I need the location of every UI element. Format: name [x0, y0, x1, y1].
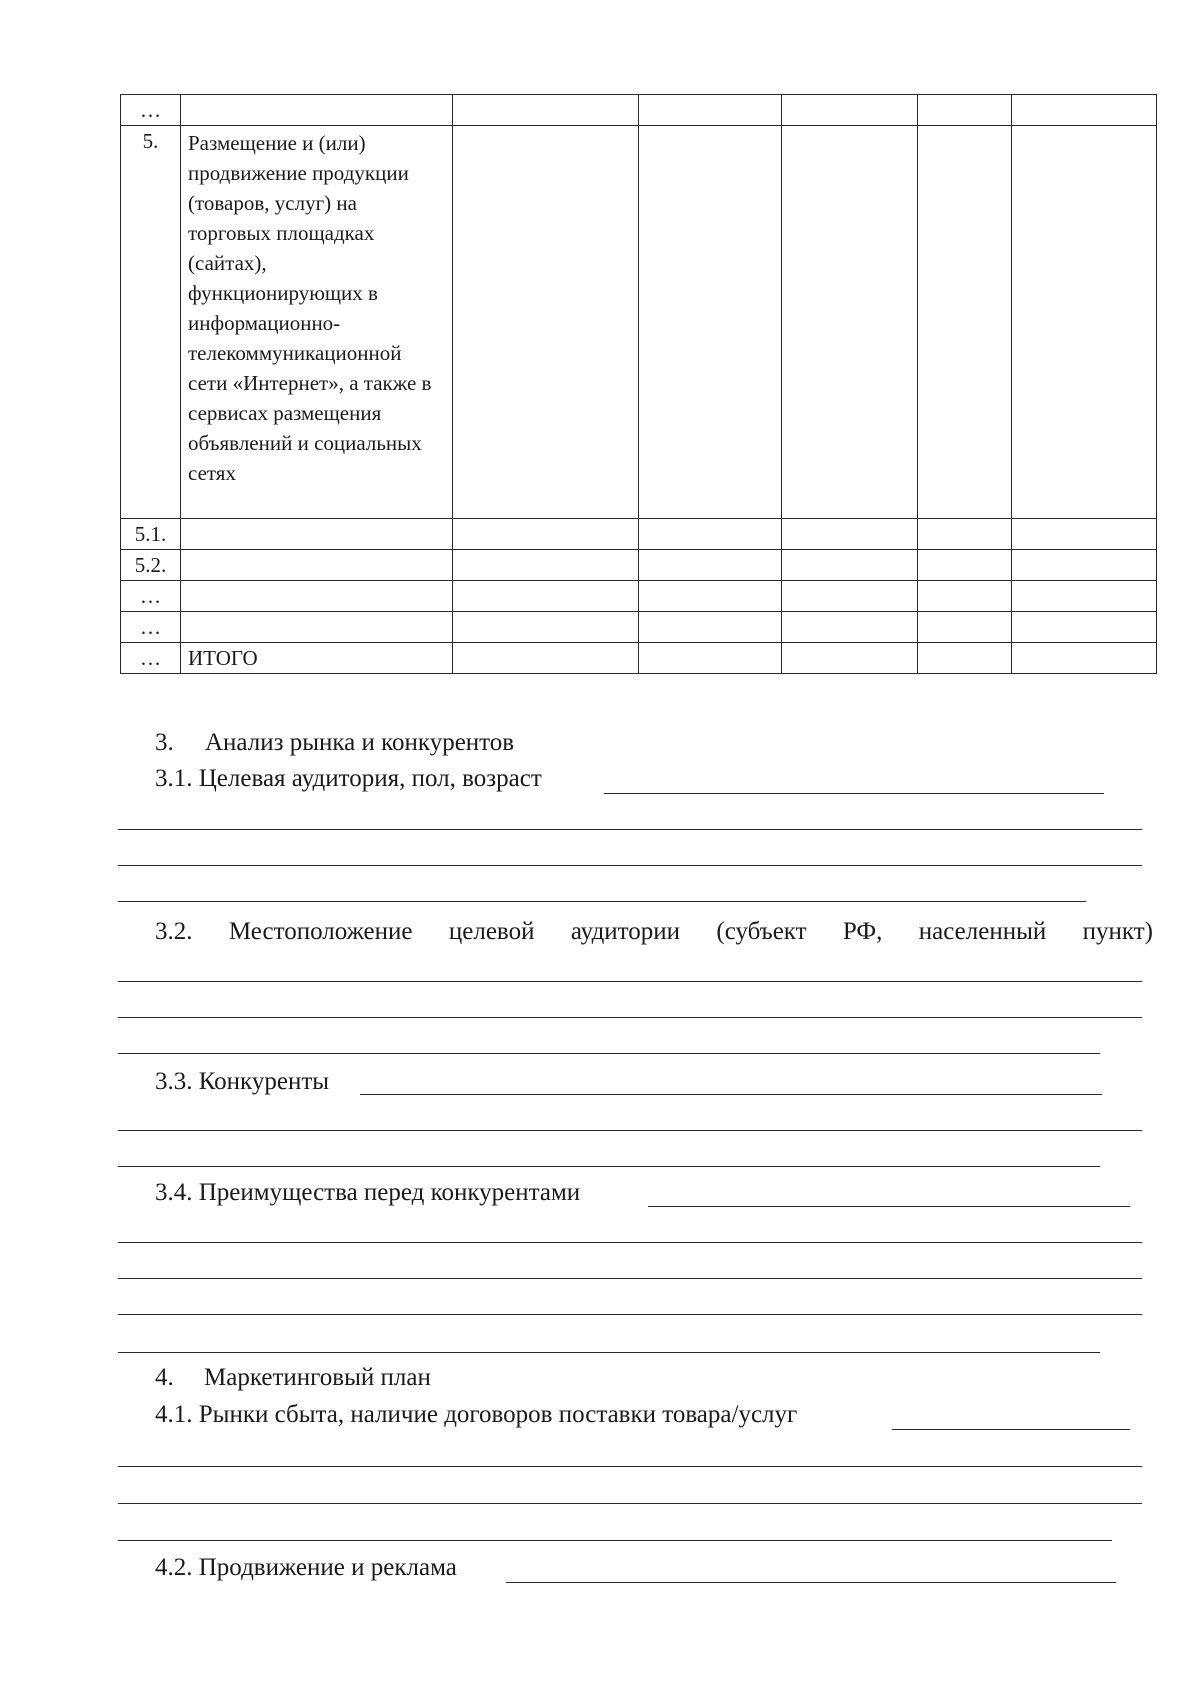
table-cell [639, 550, 782, 581]
answer-line[interactable] [118, 1466, 1142, 1467]
table-cell [782, 126, 918, 519]
question-4-1-label: 4.1. Рынки сбыта, наличие договоров поставки товара/услуг [155, 1401, 798, 1428]
table-cell [1012, 95, 1157, 126]
answer-line[interactable] [118, 1166, 1100, 1167]
question-4-2-label: 4.2. Продвижение и реклама [155, 1554, 457, 1581]
table-cell [918, 581, 1012, 612]
answer-line[interactable] [118, 1053, 1100, 1054]
answer-line[interactable] [360, 1094, 1102, 1095]
row-text: Размещение и (или) продвижение продукции (товаров, услуг) на торговых площадках (сайтах), функционирующих в информационно-телекоммуникационной сети «Интернет», а также в сервисах размещения объявлений и социальных сетях [181, 126, 453, 519]
table-cell [453, 519, 639, 550]
row-number: 5.2. [121, 550, 181, 581]
row-number: 5.1. [121, 519, 181, 550]
table-cell [453, 550, 639, 581]
question-3-1-label: 3.1. Целевая аудитория, пол, возраст [155, 765, 542, 792]
table-cell [782, 581, 918, 612]
answer-line[interactable] [118, 1352, 1100, 1353]
table-cell [639, 126, 782, 519]
answer-line[interactable] [118, 981, 1142, 982]
table-row [121, 581, 1157, 612]
table-cell [639, 519, 782, 550]
table-cell [918, 95, 1012, 126]
table-row [121, 126, 1157, 519]
answer-line[interactable] [118, 1278, 1142, 1279]
table-cell [1012, 126, 1157, 519]
answer-line[interactable] [118, 829, 1142, 830]
table-cell [1012, 612, 1157, 643]
question-3-2-label [155, 917, 1153, 947]
row-text [181, 95, 453, 126]
answer-line[interactable] [892, 1429, 1130, 1430]
table-cell [918, 550, 1012, 581]
table-cell [639, 643, 782, 674]
row-number: 5. [121, 126, 181, 519]
table-cell [918, 126, 1012, 519]
answer-line[interactable] [118, 1017, 1142, 1018]
table-cell [453, 612, 639, 643]
row-text [181, 612, 453, 643]
section-4-title: Маркетинговый план [204, 1364, 431, 1391]
answer-line[interactable] [118, 1130, 1142, 1131]
table-row [121, 612, 1157, 643]
question-3-4-label: 3.4. Преимущества перед конкурентами [155, 1179, 581, 1206]
table-cell [1012, 550, 1157, 581]
table-cell [1012, 519, 1157, 550]
table-row [121, 519, 1157, 550]
answer-line[interactable] [118, 1242, 1142, 1243]
table-cell [782, 612, 918, 643]
table-row [121, 643, 1157, 674]
question-3-3-label: 3.3. Конкуренты [155, 1068, 330, 1095]
row-text [181, 519, 453, 550]
table-cell [782, 643, 918, 674]
answer-line[interactable] [118, 901, 1086, 902]
table-row [121, 550, 1157, 581]
table-cell [639, 612, 782, 643]
row-number: … [121, 612, 181, 643]
budget-table [120, 94, 1157, 674]
table-cell [1012, 643, 1157, 674]
table-cell [453, 581, 639, 612]
table-cell [782, 95, 918, 126]
answer-line[interactable] [604, 793, 1104, 794]
table-cell [639, 581, 782, 612]
table-cell [639, 95, 782, 126]
row-number: … [121, 581, 181, 612]
answer-line[interactable] [118, 865, 1142, 866]
answer-line[interactable] [648, 1206, 1130, 1207]
answer-line[interactable] [118, 1540, 1112, 1541]
table-cell [453, 643, 639, 674]
table-cell [1012, 581, 1157, 612]
answer-line[interactable] [506, 1582, 1116, 1583]
table-cell [918, 519, 1012, 550]
table-cell [782, 550, 918, 581]
table-row [121, 95, 1157, 126]
answer-line[interactable] [118, 1503, 1142, 1504]
table-cell [782, 519, 918, 550]
row-number: … [121, 643, 181, 674]
table-cell [453, 126, 639, 519]
table-cell [918, 643, 1012, 674]
row-text: ИТОГО [181, 643, 453, 674]
row-text [181, 550, 453, 581]
row-text [181, 581, 453, 612]
row-number: … [121, 95, 181, 126]
section-3-number: 3. [155, 729, 174, 756]
section-4-number: 4. [155, 1364, 174, 1391]
question-3-2-text: 3.2. Местоположение целевой аудитории (субъект РФ, населенный пункт) [155, 918, 1153, 945]
table-cell [453, 95, 639, 126]
section-3-title: Анализ рынка и конкурентов [205, 729, 515, 756]
answer-line[interactable] [118, 1314, 1142, 1315]
table-cell [918, 612, 1012, 643]
